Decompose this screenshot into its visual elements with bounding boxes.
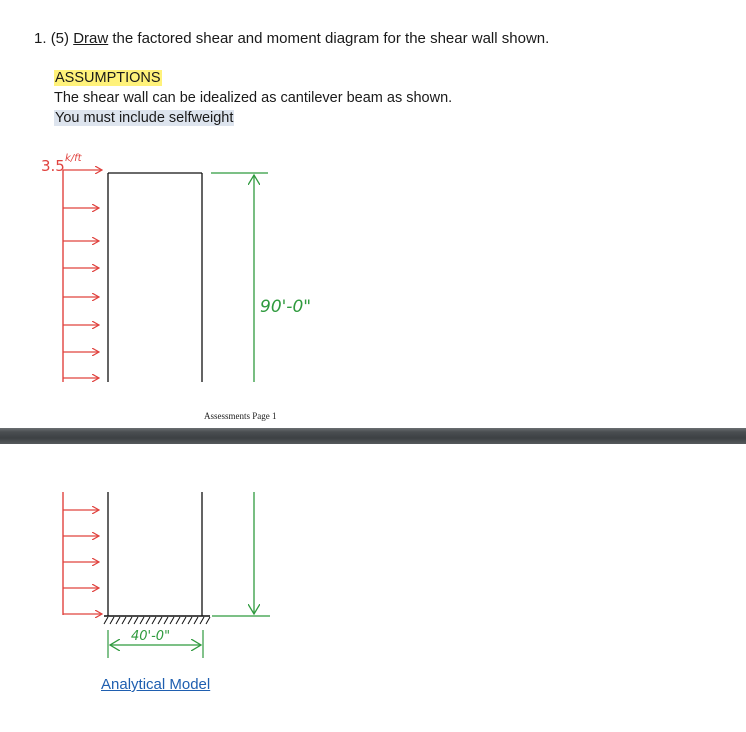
height-label: 90'-0" (260, 297, 312, 317)
question-verb: Draw (73, 30, 109, 47)
load-value: 3.5 (41, 157, 65, 175)
distributed-load-bottom (63, 492, 102, 615)
assumption-cantilever: The shear wall can be idealized as cantilever beam as shown. (54, 90, 453, 106)
distributed-load-top (63, 170, 102, 382)
load-label (41, 153, 83, 175)
page-footer: Assessments Page 1 (204, 411, 277, 421)
wall-outline-bottom (108, 492, 202, 616)
analytical-model-link[interactable]: Analytical Model (101, 676, 211, 693)
question-number: 1. (34, 30, 47, 47)
question-rest: the factored shear and moment diagram for the shear wall shown. (112, 30, 550, 47)
load-unit: k/ft (65, 153, 82, 164)
assumptions-heading: ASSUMPTIONS (55, 70, 161, 86)
wall-outline-top (108, 173, 202, 382)
height-dimension-bottom (212, 492, 270, 616)
question-points: (5) (50, 30, 70, 47)
fixed-support (104, 616, 210, 624)
width-dimension (108, 629, 203, 658)
assumption-selfweight: You must include selfweight (55, 110, 234, 126)
width-label: 40'-0" (131, 629, 171, 644)
height-dimension-top (211, 173, 311, 382)
